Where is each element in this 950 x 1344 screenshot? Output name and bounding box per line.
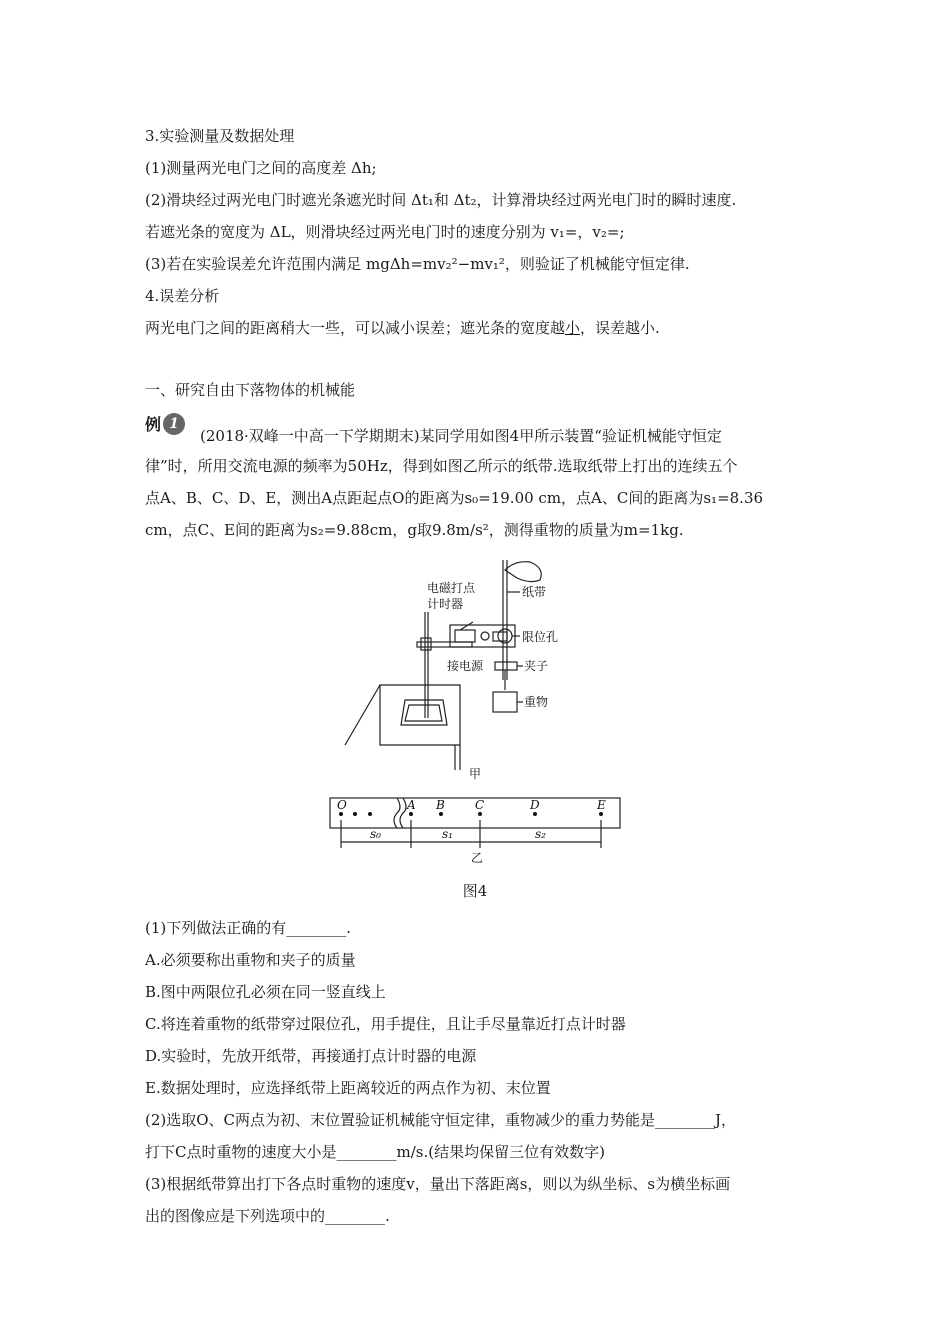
section4-underlined: 小 [565, 319, 581, 337]
label-yi: 乙 [471, 851, 484, 865]
label-jia: 甲 [469, 767, 482, 781]
label-power: 接电源 [447, 659, 484, 673]
label-hole: 限位孔 [522, 630, 559, 644]
point-D: D [530, 798, 540, 812]
section3-item2-cont: 若遮光条的宽度为 ΔL，则滑块经过两光电门时的速度分别为 v₁=，v₂=; [145, 223, 625, 241]
section4-title: 4.误差分析 [145, 287, 220, 305]
example-badge [145, 412, 185, 435]
label-timer-2: 计时器 [427, 597, 464, 611]
figure-caption: 图4 [462, 882, 488, 900]
tape-dot-A [409, 812, 413, 816]
example-line-4: cm，点C、E间的距离为s₂=9.88cm，g取9.8m/s²，测得重物的质量为m=1kg. [145, 521, 684, 539]
hand-shape [505, 562, 541, 582]
question3-line-1: (3)根据纸带算出打下各点时重物的速度v，量出下落距离s，则以为纵坐标、s为横坐标画 [145, 1175, 731, 1193]
section3-item1: (1)测量两光电门之间的高度差 Δh; [145, 159, 377, 177]
example-label: 例 [145, 415, 162, 434]
apparatus-figure [325, 550, 625, 870]
tape-dot-2 [368, 812, 372, 816]
section4-text-b: ，误差越小. [580, 319, 660, 337]
point-B: B [436, 798, 445, 812]
segment-s1: s₁ [442, 827, 453, 841]
heading-free-fall: 一、研究自由下落物体的机械能 [145, 381, 356, 399]
section3-item2: (2)滑块经过两光电门时遮光条遮光时间 Δt₁和 Δt₂，计算滑块经过两光电门时的瞬时速度. [145, 191, 737, 209]
tape-dot-E [599, 812, 603, 816]
section4-text-a: 两光电门之间的距离稍大一些，可以减小误差；遮光条的宽度越 [145, 319, 566, 337]
section3-item3: (3)若在实验误差允许范围内满足 mgΔh=mv₂²−mv₁²，则验证了机械能守恒定律. [145, 255, 690, 273]
question1-option-d: D.实验时，先放开纸带，再接通打点计时器的电源 [145, 1047, 477, 1065]
point-C: C [475, 798, 485, 812]
question1-option-c: C.将连着重物的纸带穿过限位孔，用手提住，且让手尽量靠近打点计时器 [145, 1015, 626, 1033]
question2-line-1: (2)选取O、C两点为初、末位置验证机械能守恒定律，重物减少的重力势能是________J， [145, 1111, 737, 1129]
section3-title: 3.实验测量及数据处理 [145, 127, 295, 145]
tape-dot-1 [353, 812, 357, 816]
point-O: O [337, 798, 347, 812]
point-E: E [597, 798, 606, 812]
label-timer-1: 电磁打点 [427, 581, 476, 595]
label-tape: 纸带 [522, 585, 547, 599]
question1-option-b: B.图中两限位孔必须在同一竖直线上 [145, 983, 386, 1001]
segment-s2: s₂ [535, 827, 546, 841]
tape-dot-C [478, 812, 482, 816]
question1-stem: (1)下列做法正确的有________. [145, 919, 352, 937]
segment-s0: s₀ [370, 827, 381, 841]
question1-option-e: E.数据处理时，应选择纸带上距离较近的两点作为初、末位置 [145, 1079, 551, 1097]
question3-line-2: 出的图像应是下列选项中的________. [145, 1207, 390, 1225]
label-weight: 重物 [524, 695, 549, 709]
example-line-2: 律”时，所用交流电源的频率为50Hz，得到如图乙所示的纸带.选取纸带上打出的连续五个 [145, 457, 738, 475]
example-line-3: 点A、B、C、D、E，测出A点距起点O的距离为s₀=19.00 cm，点A、C间的距离为s₁=8.36 [145, 489, 764, 507]
question2-line-2: 打下C点时重物的速度大小是________m/s.(结果均保留三位有效数字) [145, 1143, 605, 1161]
tape-dot-B [439, 812, 443, 816]
example-number-icon: 1 [163, 413, 185, 435]
timer-body [450, 625, 515, 647]
label-clip: 夹子 [524, 659, 549, 673]
clip [495, 662, 517, 670]
tape-dot-D [533, 812, 537, 816]
weight [493, 692, 517, 712]
table-shape [380, 685, 460, 745]
example-line-1: (2018·双峰一中高一下学期期末)某同学用如图4甲所示装置“验证机械能守恒定 [200, 427, 722, 445]
question1-option-a: A.必须要称出重物和夹子的质量 [145, 951, 356, 969]
point-A: A [407, 798, 416, 812]
section4-body [145, 318, 815, 338]
tape-dot-O [339, 812, 343, 816]
